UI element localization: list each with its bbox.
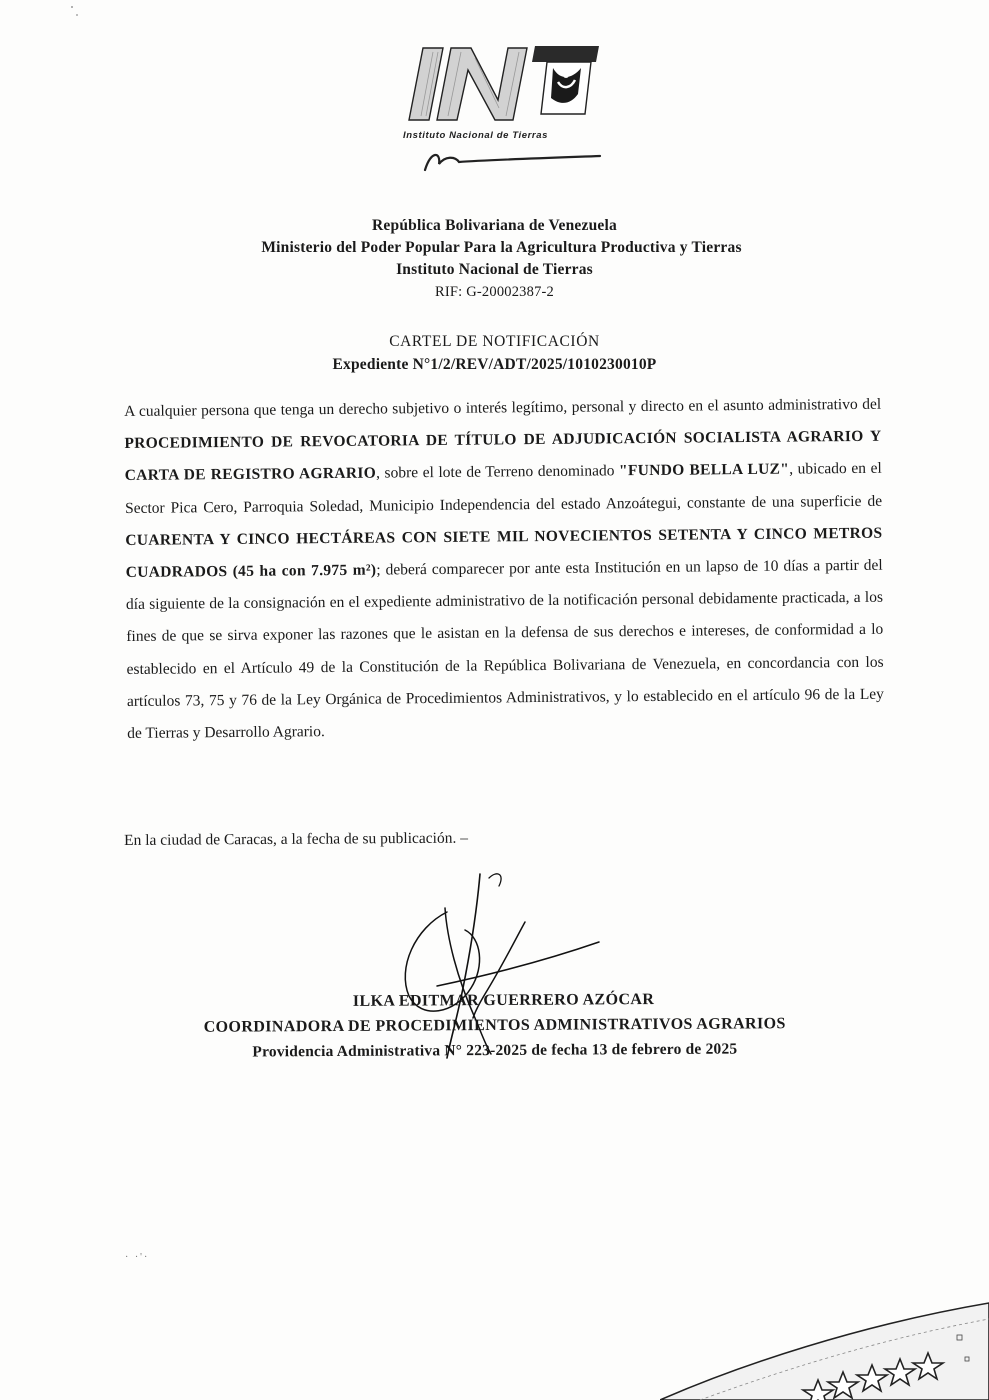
land-area: CUARENTA Y CINCO HECTÁREAS CON SIETE MIL NOVECIENTOS SETENTA Y CINCO METROS CUADRADOS (45 ha con 7.975 m²) <box>125 524 883 582</box>
notice-title-block <box>0 330 989 376</box>
header-rif: RIF: G-20002387-2 <box>435 284 554 300</box>
notice-title: CARTEL DE NOTIFICACIÓN <box>389 333 600 350</box>
header-republic: República Bolivariana de Venezuela <box>372 217 617 234</box>
institution-header <box>0 215 989 303</box>
fundo-name: "FUNDO BELLA LUZ" <box>618 461 790 480</box>
int-logo-icon <box>395 38 610 188</box>
procedure-name: PROCEDIMIENTO DE REVOCATORIA DE TÍTULO DE ADJUDICACIÓN SOCIALISTA AGRARIO Y CARTA DE REGISTRO AGRARIO <box>124 427 882 485</box>
signer-providencia: Providencia Administrativa N° 223-2025 de fecha 13 de febrero de 2025 <box>252 1040 738 1061</box>
star-seal-stamp-icon <box>660 1295 989 1400</box>
body-text-1: A cualquier persona que tenga un derecho subjetivo o interés legítimo, personal y directo en el asunto administrativo del <box>124 395 882 420</box>
signer-name: ILKA EDITMAR GUERRERO AZÓCAR <box>352 991 655 1010</box>
signer-position: COORDINADORA DE PROCEDIMIENTOS ADMINISTRATIVOS AGRARIOS <box>203 1015 786 1036</box>
notice-body-paragraph <box>124 389 884 750</box>
body-text-3: , ubicado en el Sector Pica Cero, Parroquia Soledad, Municipio Independencia del estado Anzoátegui, constante de una superficie de <box>124 460 883 517</box>
scan-speck-icon <box>70 4 80 16</box>
closing-line: En la ciudad de Caracas, a la fecha de su publicación. – <box>124 829 468 849</box>
header-ministry: Ministerio del Poder Popular Para la Agricultura Productiva y Tierras <box>261 239 742 256</box>
notice-expediente: Expediente N°1/2/REV/ADT/2025/1010230010P <box>332 356 657 373</box>
handwritten-signature-icon <box>385 868 625 1068</box>
scan-speck-icon: · ·'· <box>125 1252 150 1263</box>
logo-caption: Instituto Nacional de Tierras <box>403 130 548 141</box>
body-text-2: , sobre el lote de Terreno denominado <box>375 462 620 482</box>
header-institute: Instituto Nacional de Tierras <box>396 261 593 278</box>
body-text-4: ; deberá comparecer por ante esta Institución en un lapso de 10 días a partir del día siguiente de la consignación en el expediente administrativo de la notificación personal debidamente practicada, a los fines de que se sirva exponer las razones que le asistan en la defensa de sus derechos e intereses, de conformidad a lo establecido en el Artículo 49 de la Constitución de la República Bolivariana de Venezuela, en concordancia con los artículos 73, 75 y 76 de la Ley Orgánica de Procedimientos Administrativos, y lo establecido en el artículo 96 de la Ley de Tierras y Desarrollo Agrario. <box>125 556 884 743</box>
